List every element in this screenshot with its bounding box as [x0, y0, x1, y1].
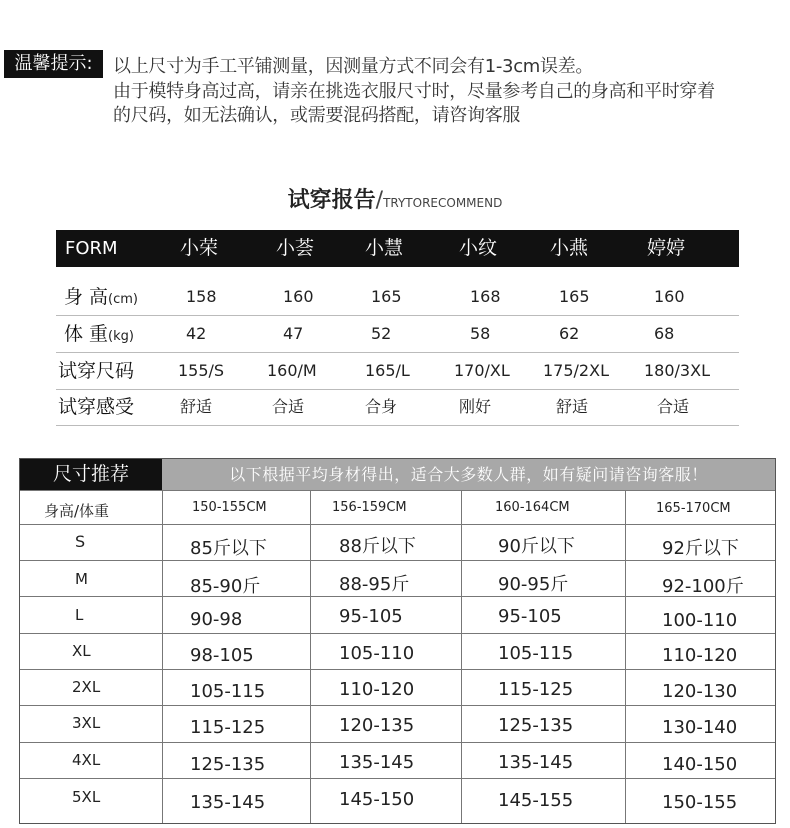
grid-line: [20, 705, 775, 706]
size-cell: 95-105: [339, 606, 403, 627]
grid-line: [20, 560, 775, 561]
size-label: XL: [72, 642, 91, 660]
size-label: 3XL: [72, 714, 101, 732]
size-cell: 140-150: [662, 754, 738, 775]
report-row-height: [56, 279, 739, 316]
size-cell: 135-145: [498, 752, 574, 773]
report-cell: 62: [559, 324, 580, 343]
size-table-title: 尺寸推荐: [20, 459, 162, 490]
notice-tag: 温馨提示:: [4, 50, 103, 78]
report-cell: 合适: [657, 397, 690, 416]
size-cell: 120-130: [662, 681, 738, 702]
report-header-model: 小荟: [276, 237, 315, 259]
report-cell: 52: [371, 324, 392, 343]
size-cell: 85斤以下: [190, 538, 267, 559]
report-header-model: 小慧: [365, 237, 404, 259]
size-table-column-header: 身高/体重: [44, 502, 110, 520]
notice-line-1: 以上尺寸为手工平铺测量，因测量方式不同会有1-3cm误差。: [113, 56, 594, 77]
report-cell: 160: [654, 287, 685, 306]
grid-line: [20, 524, 775, 525]
size-cell: 135-145: [339, 752, 415, 773]
size-cell: 115-125: [498, 679, 574, 700]
report-cell: 舒适: [556, 397, 589, 416]
size-cell: 92-100斤: [662, 576, 744, 597]
size-cell: 150-155: [662, 792, 738, 813]
size-cell: 105-110: [339, 643, 415, 664]
grid-line: [162, 490, 163, 823]
size-table-column-header: 156-159CM: [332, 500, 407, 515]
report-cell: 47: [283, 324, 304, 343]
size-cell: 135-145: [190, 792, 266, 813]
report-cell: 58: [470, 324, 491, 343]
size-cell: 145-155: [498, 790, 574, 811]
size-cell: 90-95斤: [498, 574, 569, 595]
report-row-weight: [56, 316, 739, 353]
report-cell: 舒适: [180, 397, 213, 416]
size-cell: 110-120: [339, 679, 415, 700]
size-cell: 105-115: [190, 681, 266, 702]
report-cell: 160/M: [267, 361, 317, 380]
size-cell: 88-95斤: [339, 574, 410, 595]
size-cell: 98-105: [190, 645, 254, 666]
size-table-column-header: 150-155CM: [192, 500, 267, 515]
size-cell: 115-125: [190, 717, 266, 738]
grid-line: [20, 633, 775, 634]
size-cell: 110-120: [662, 645, 738, 666]
report-title-sep: /: [375, 188, 384, 213]
report-row-label: 身 高(cm): [64, 286, 139, 308]
report-cell: 170/XL: [454, 361, 510, 380]
size-cell: 125-135: [190, 754, 266, 775]
report-cell: 165/L: [365, 361, 410, 380]
grid-line: [625, 490, 626, 823]
grid-line: [310, 490, 311, 823]
report-cell: 168: [470, 287, 501, 306]
report-title-en: TRYTORECOMMEND: [383, 196, 503, 210]
report-row-label: 试穿尺码: [58, 360, 135, 382]
size-cell: 90斤以下: [498, 536, 575, 557]
size-label: 2XL: [72, 678, 101, 696]
size-cell: 105-115: [498, 643, 574, 664]
report-title: [0, 183, 790, 214]
report-header-model: 婷婷: [647, 237, 686, 259]
size-cell: 88斤以下: [339, 536, 416, 557]
size-cell: 145-150: [339, 789, 415, 810]
report-cell: 155/S: [178, 361, 225, 380]
size-table: [19, 458, 776, 824]
size-label: L: [75, 606, 84, 624]
report-cell: 68: [654, 324, 675, 343]
grid-line: [20, 742, 775, 743]
report-cell: 合身: [365, 397, 398, 416]
report-header-model: 小荣: [180, 237, 219, 259]
size-table-column-header: 160-164CM: [495, 500, 570, 515]
report-cell: 刚好: [459, 397, 492, 416]
report-cell: 合适: [272, 397, 305, 416]
size-cell: 90-98: [190, 609, 243, 630]
report-row-feel: [56, 389, 739, 426]
report-header: [56, 230, 739, 267]
grid-line: [20, 778, 775, 779]
report-cell: 180/3XL: [644, 361, 710, 380]
notice-line-3: 的尺码，如无法确认，或需要混码搭配，请咨询客服: [113, 105, 521, 126]
size-cell: 100-110: [662, 610, 738, 631]
report-cell: 160: [283, 287, 314, 306]
notice-line-2: 由于模特身高过高，请亲在挑选衣服尺寸时，尽量参考自己的身高和平时穿着: [113, 81, 715, 102]
size-label: M: [75, 570, 88, 588]
report-header-form: FORM: [65, 238, 118, 259]
size-label: 4XL: [72, 751, 101, 769]
size-label: 5XL: [72, 788, 101, 806]
report-cell: 175/2XL: [543, 361, 609, 380]
size-table-header-row: [20, 490, 775, 524]
report-cell: 165: [371, 287, 402, 306]
size-cell: 120-135: [339, 715, 415, 736]
report-cell: 165: [559, 287, 590, 306]
size-table-column-header: 165-170CM: [656, 501, 731, 516]
report-cell: 42: [186, 324, 207, 343]
report-header-model: 小纹: [459, 237, 498, 259]
size-cell: 95-105: [498, 606, 562, 627]
report-cell: 158: [186, 287, 217, 306]
size-table-note: 以下根据平均身材得出，适合大多数人群，如有疑问请咨询客服！: [162, 459, 775, 490]
report-header-model: 小燕: [550, 237, 589, 259]
size-cell: 125-135: [498, 715, 574, 736]
grid-line: [461, 490, 462, 823]
report-title-cn: 试穿报告: [287, 188, 376, 213]
report-row-label: 体 重(kg): [64, 323, 134, 345]
report-row-size: [56, 353, 739, 390]
report-row-label: 试穿感受: [58, 396, 135, 418]
grid-line: [20, 669, 775, 670]
size-cell: 85-90斤: [190, 576, 261, 597]
size-cell: 130-140: [662, 717, 738, 738]
size-cell: 92斤以下: [662, 538, 739, 559]
size-label: S: [75, 532, 86, 551]
